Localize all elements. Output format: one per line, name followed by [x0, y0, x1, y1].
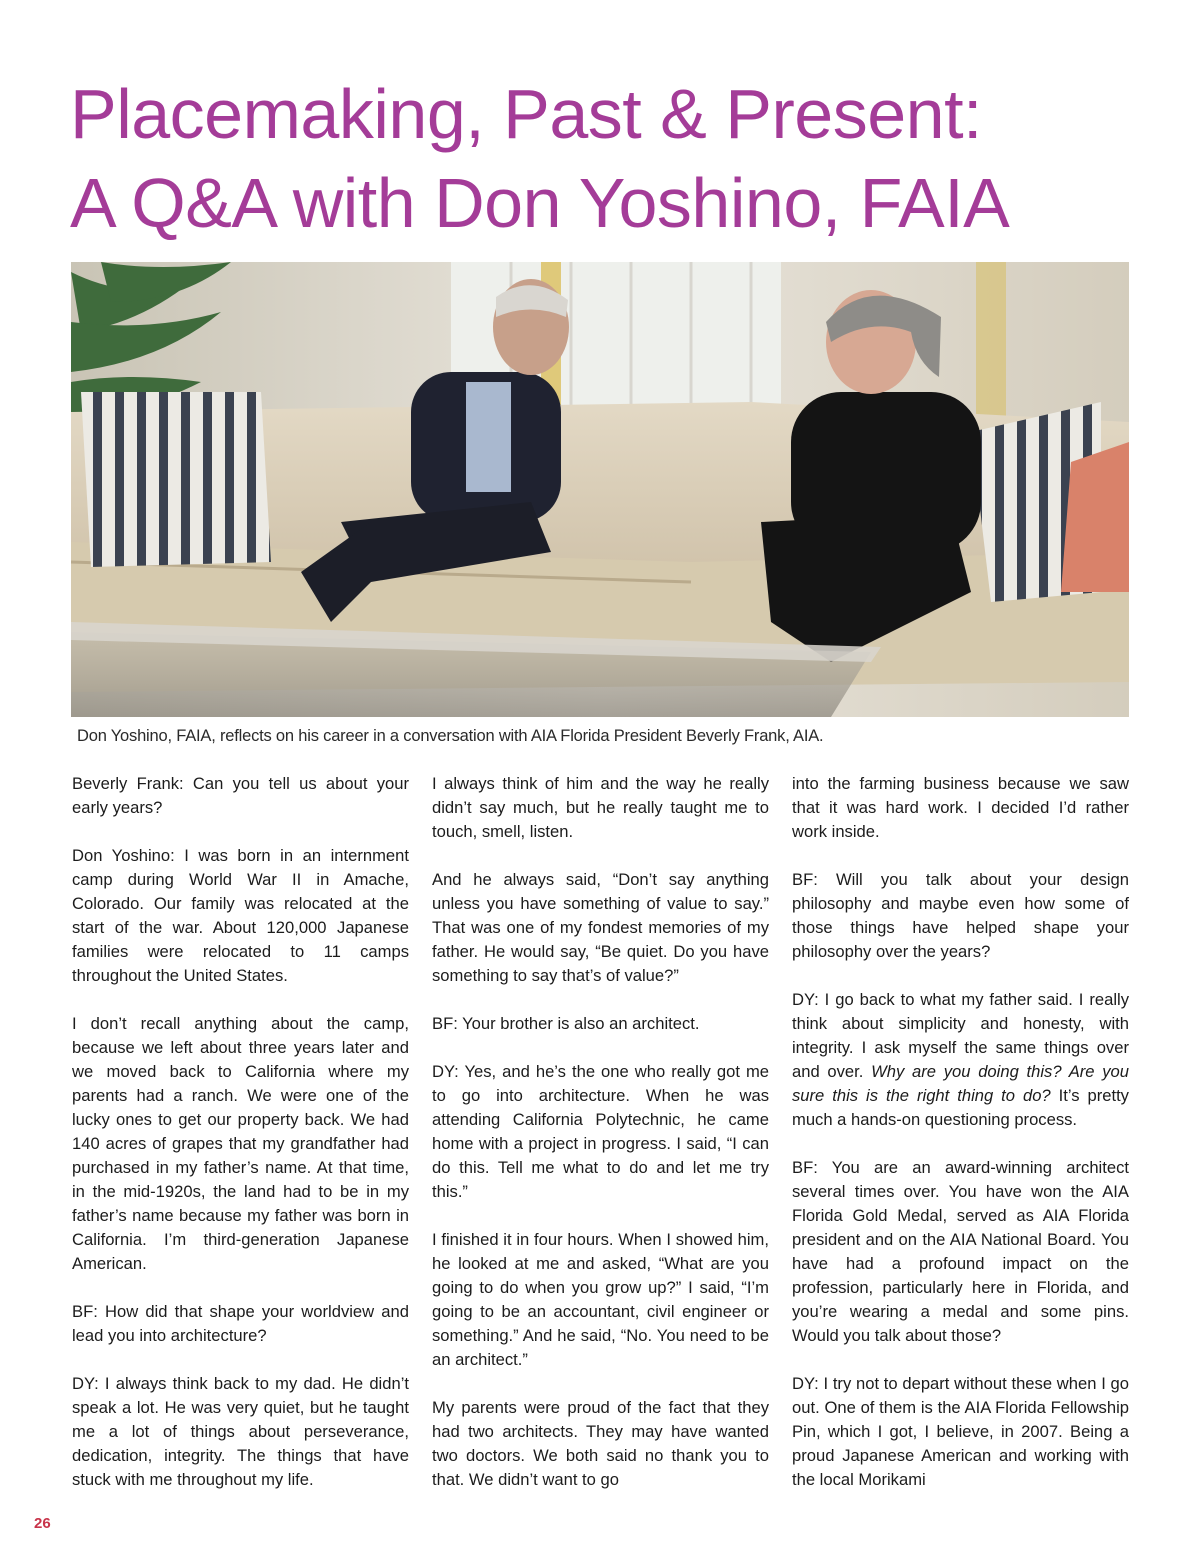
article-column-2 — [432, 772, 769, 1492]
photo-illustration — [71, 262, 1129, 717]
paragraph: I don’t recall anything about the camp, because we left about three years later and we moved back to California where my parents had a ranch. We were one of the lucky ones to get our property back. We had 140 acres of grapes that my grandfather had purchased in my father’s name. At that time, in the mid-1920s, the land had to be in my father’s name because my father was born in California. I’m third-generation Japanese American. — [72, 1014, 409, 1273]
paragraph: BF: Your brother is also an architect. — [432, 1014, 700, 1033]
paragraph: DY: Yes, and he’s the one who really got me to go into architecture. When he was attending California Polytechnic, he came home with a project in progress. I said, “I can do this. Tell me what to do and let me try this.” — [432, 1062, 769, 1201]
paragraph: And he always said, “Don’t say anything unless you have something of value to say.” That was one of my fondest memories of my father. He would say, “Be quiet. Do you have something to say that’s of value?” — [432, 870, 769, 985]
paragraph: into the farming business because we saw that it was hard work. I decided I’d rather work inside. — [792, 774, 1129, 841]
article-column-3 — [792, 772, 1129, 1492]
paragraph: DY: I try not to depart without these when I go out. One of them is the AIA Florida Fellowship Pin, which I got, I believe, in 2007. Being a proud Japanese American and working with the local Morikami — [792, 1374, 1129, 1489]
paragraph: Don Yoshino: I was born in an internment camp during World War II in Amache, Colorado. Our family was relocated at the start of the war. About 120,000 Japanese families were relocated to 11 camps throughout the United States. — [72, 846, 409, 985]
paragraph: I finished it in four hours. When I showed him, he looked at me and asked, “What are you going to do when you grow up?” I said, “I’m going to be an accountant, civil engineer or something.” And he said, “No. You need to be an architect.” — [432, 1230, 769, 1369]
paragraph: DY: I always think back to my dad. He didn’t speak a lot. He was very quiet, but he taught me a lot of things about perseverance, dedication, integrity. The things that have stuck with me throughout my life. — [72, 1374, 409, 1489]
paragraph: Beverly Frank: Can you tell us about your early years? — [72, 774, 409, 817]
title-line-1: Placemaking, Past & Present: — [70, 75, 982, 153]
interview-photo — [71, 262, 1129, 717]
text-run: DY: I go back to what my father said. I really think about simplicity and honesty, with integrity. I ask myself the same things over and over. — [792, 990, 1129, 1081]
article-title — [70, 70, 1150, 248]
paragraph: BF: How did that shape your worldview and lead you into architecture? — [72, 1302, 409, 1345]
paragraph — [792, 988, 1129, 1132]
paragraph: My parents were proud of the fact that they had two architects. They may have wanted two doctors. We both said no thank you to that. We didn’t want to go — [432, 1398, 769, 1489]
title-line-2: A Q&A with Don Yoshino, FAIA — [70, 164, 1010, 242]
article-column-1 — [72, 772, 409, 1492]
italic-question: Why are you doing this? Are you sure this is the right thing to do? — [792, 1062, 1129, 1105]
paragraph: BF: You are an award-winning architect several times over. You have won the AIA Florida Gold Medal, served as AIA Florida president and on the AIA National Board. You have had a profound impact on the profession, particularly here in Florida, and you’re wearing a medal and some pins. Would you talk about those? — [792, 1158, 1129, 1345]
paragraph: I always think of him and the way he really didn’t say much, but he really taught me to touch, smell, listen. — [432, 774, 769, 841]
text-run: It’s pretty much a hands-on questioning process. — [792, 1086, 1129, 1129]
photo-caption: Don Yoshino, FAIA, reflects on his career in a conversation with AIA Florida President Beverly Frank, AIA. — [77, 727, 824, 745]
paragraph: BF: Will you talk about your design philosophy and maybe even how some of those things have helped shape your philosophy over the years? — [792, 870, 1129, 961]
page-number: 26 — [34, 1515, 51, 1532]
